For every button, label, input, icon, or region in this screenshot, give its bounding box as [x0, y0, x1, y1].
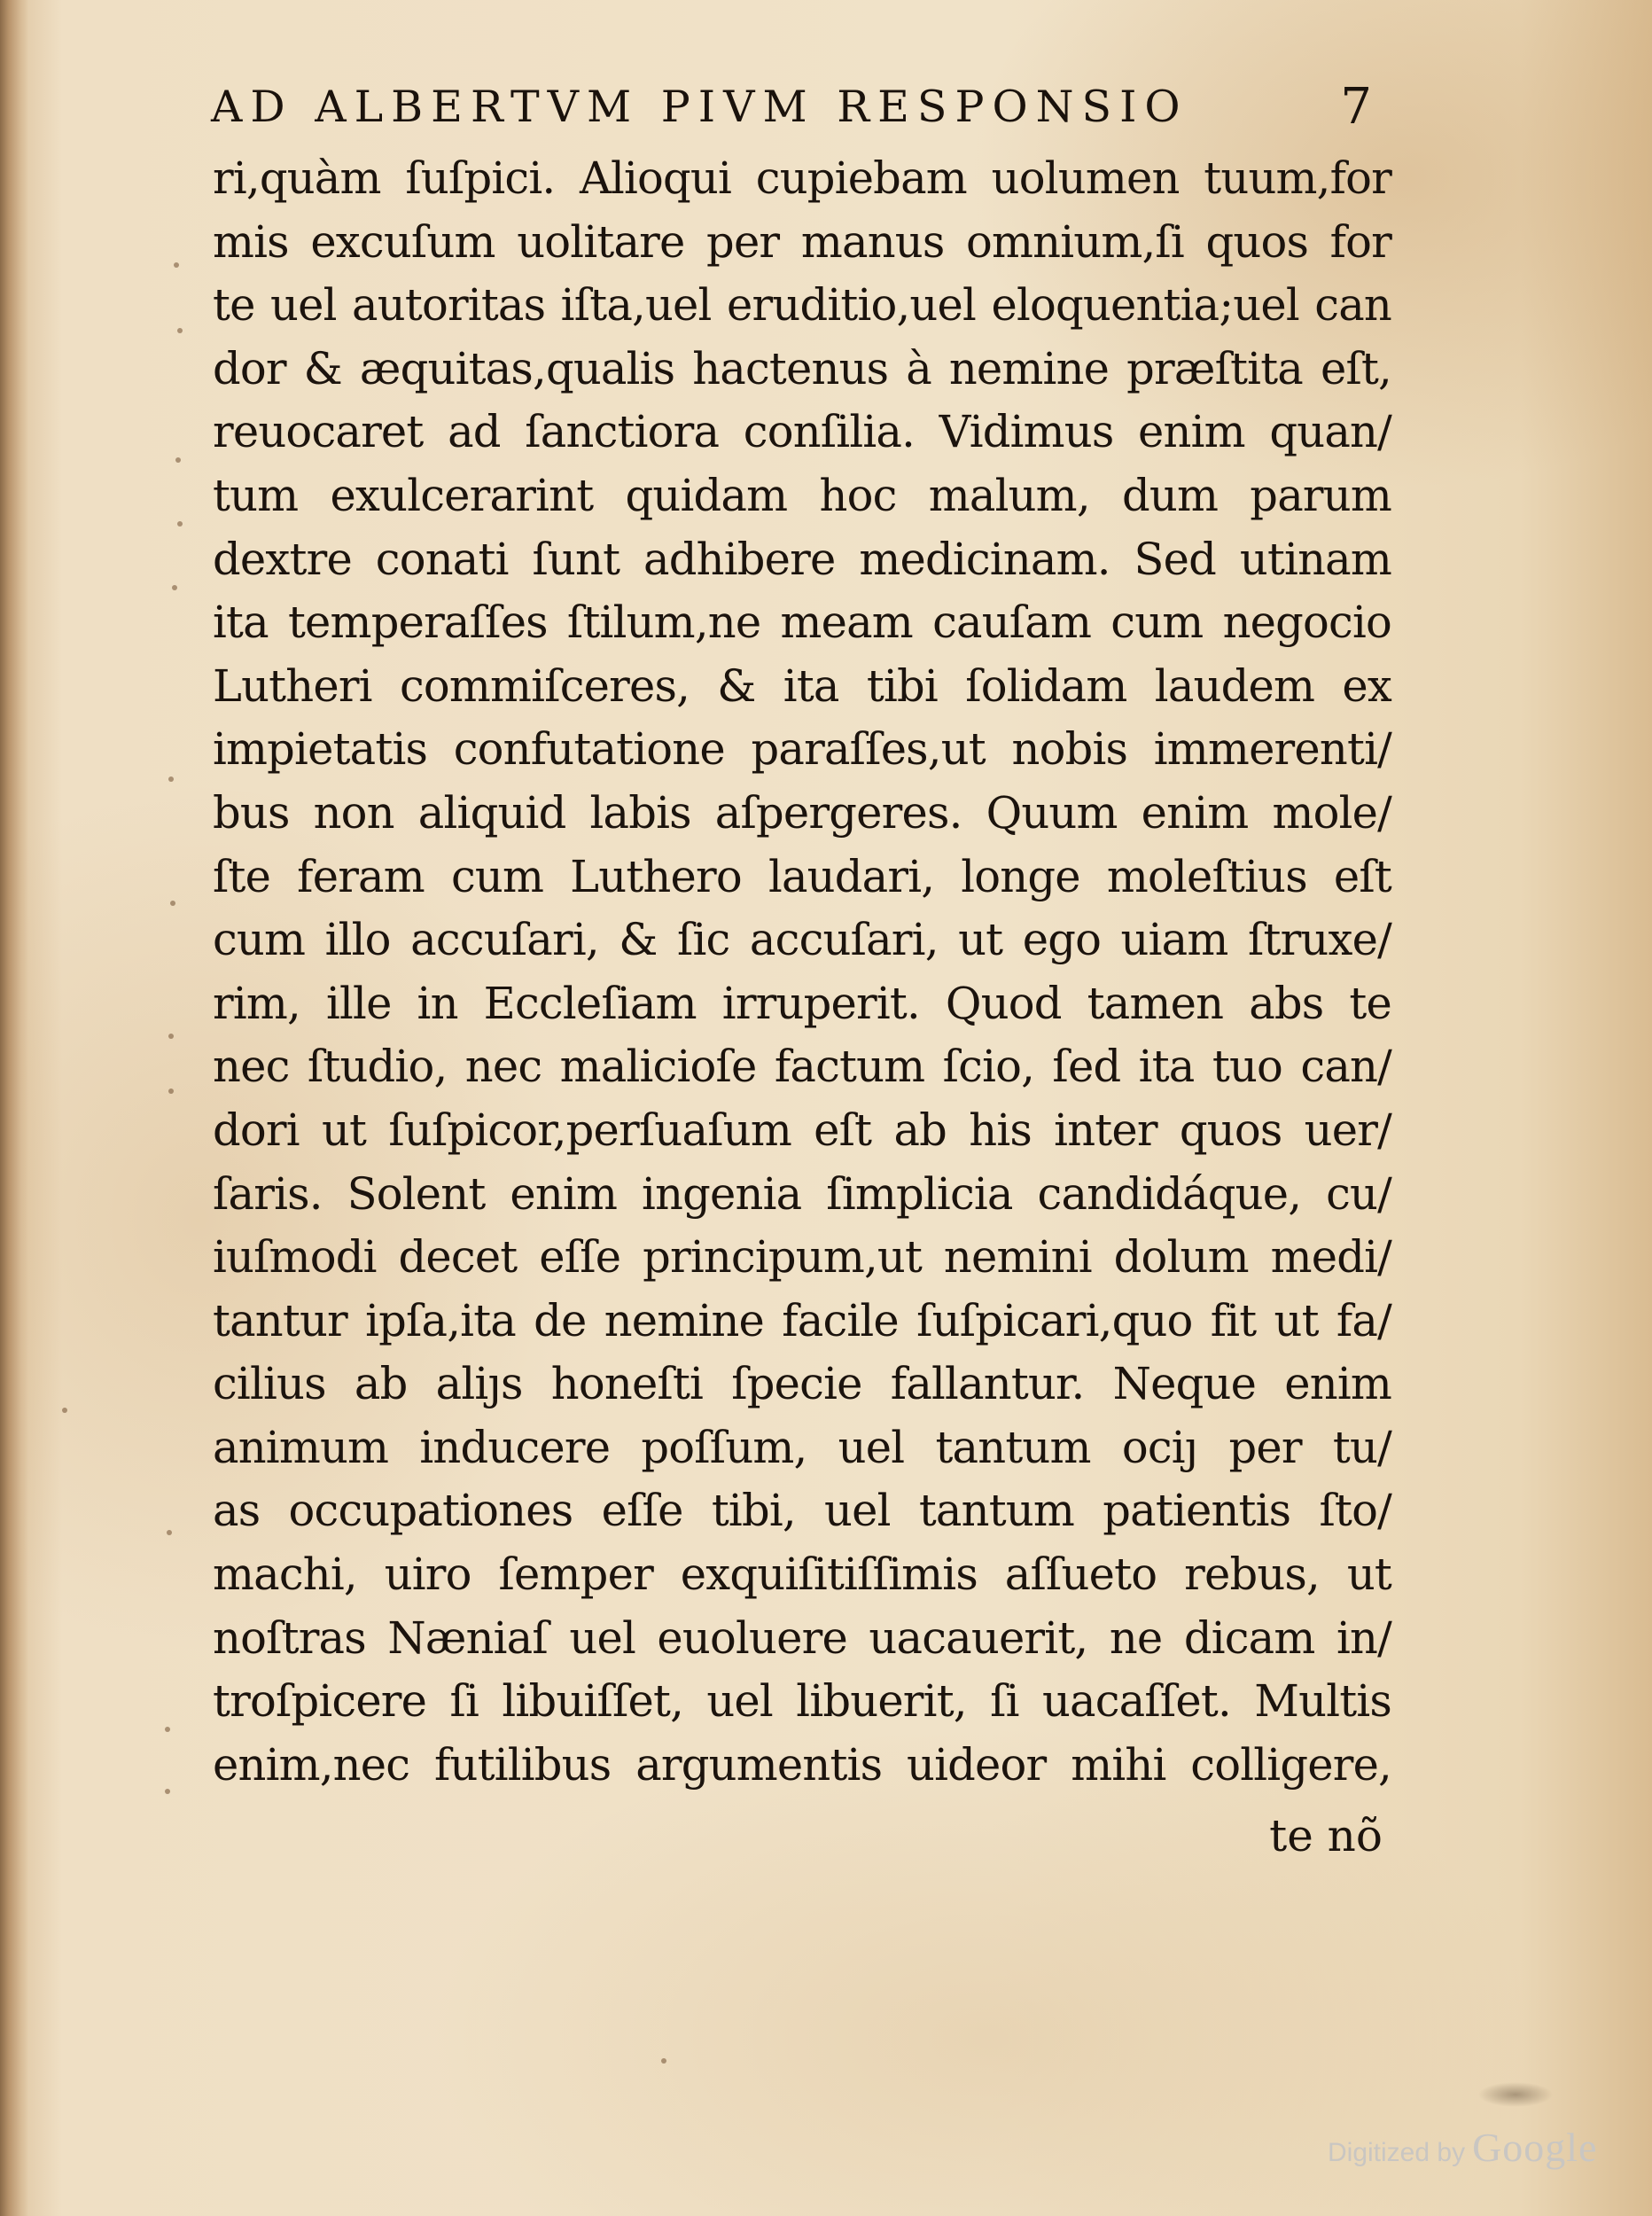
text-line: rim, ille in Eccleſiam irruperit. Quod tamen abs te: [213, 977, 1391, 1029]
margin-mark: [172, 585, 177, 590]
text-line: ſte feram cum Luthero laudari, longe moleſtius eſt: [213, 850, 1391, 902]
margin-mark: [168, 776, 174, 782]
text-line: mis excuſum uolitare per manus omnium,ſi quos for: [213, 215, 1391, 268]
body-text: [213, 147, 1391, 1797]
text-line: dextre conati ſunt adhibere medicinam. Sed utinam: [213, 533, 1391, 585]
margin-mark: [177, 521, 183, 527]
text-line: bus non aliquid labis aſpergeres. Quum enim mole/: [213, 786, 1391, 839]
text-line: noſtras Næniaſ uel euoluere uacauerit, ne dicam in/: [213, 1611, 1391, 1664]
margin-mark: [170, 901, 175, 906]
margin-mark: [175, 457, 181, 463]
margin-mark: [165, 1727, 170, 1732]
text-line: as occupationes eſſe tibi, uel tantum patientis ſto/: [213, 1485, 1391, 1537]
text-line: iuſmodi decet eſſe principum,ut nemini dolum medi/: [213, 1231, 1391, 1284]
text-line: tantur ipſa,ita de nemine facile ſuſpicari,quo fit ut fa/: [213, 1294, 1391, 1346]
catchword: te nõ: [1269, 1810, 1383, 1861]
text-line: cum illo accuſari, & ſic accuſari, ut ego uiam ſtruxe/: [213, 914, 1391, 966]
margin-mark: [174, 262, 179, 268]
digitized-watermark: [1328, 2124, 1598, 2173]
text-line: enim,nec futilibus argumentis uideor mihi colligere,: [213, 1738, 1391, 1791]
margin-mark: [165, 1789, 170, 1794]
margin-mark: [168, 1034, 174, 1039]
text-line: machi, uiro ſemper exquiſitiſſimis aſſueto rebus, ut: [213, 1549, 1391, 1601]
ink-blot: [1462, 2072, 1569, 2117]
text-line: troſpicere ſi libuiſſet, uel libuerit, ſi uacaſſet. Multis: [213, 1675, 1391, 1728]
margin-mark: [167, 1530, 172, 1535]
text-line: tum exulcerarint quidam hoc malum, dum parum: [213, 469, 1391, 521]
text-line: dor & æquitas,qualis hactenus à nemine præſtita eſt,: [213, 342, 1391, 394]
text-line: dori ut ſuſpicor,perſuaſum eſt ab his inter quos uer/: [213, 1104, 1391, 1156]
text-line: cilius ab aliȷs honeſti ſpecie fallantur. Neque enim: [213, 1358, 1391, 1410]
running-head: [211, 71, 1390, 142]
margin-mark: [177, 328, 183, 333]
running-head-title: AD ALBERTVM PIVM RESPONSIO: [211, 81, 1188, 132]
google-logo: Google: [1472, 2125, 1598, 2170]
text-line: ri,quàm ſuſpici. Alioqui cupiebam uolumen tuum,for: [213, 152, 1391, 204]
text-line: nec ſtudio, nec malicioſe factum ſcio, ſed ita tuo can/: [213, 1041, 1391, 1093]
text-line: ita temperaſſes ſtilum,ne meam cauſam cum negocio: [213, 597, 1391, 649]
text-line: reuocaret ad ſanctiora conſilia. Vidimus enim quan/: [213, 406, 1391, 458]
text-line: ſaris. Solent enim ingenia ſimplicia candidáque, cu/: [213, 1167, 1391, 1220]
page-number: 7: [1340, 77, 1372, 136]
text-line: te uel autoritas iſta,uel eruditio,uel eloquentia;uel can: [213, 279, 1391, 332]
watermark-prefix: Digitized by: [1328, 2138, 1466, 2167]
text-line: impietatis confutatione paraſſes,ut nobis immerenti/: [213, 723, 1391, 776]
margin-mark: [661, 2058, 666, 2064]
text-line: Lutheri commiſceres, & ita tibi ſolidam laudem ex: [213, 659, 1391, 712]
text-line: animum inducere poſſum, uel tantum ociȷ per tu/: [213, 1421, 1391, 1473]
margin-mark: [62, 1408, 67, 1413]
margin-mark: [168, 1088, 174, 1094]
